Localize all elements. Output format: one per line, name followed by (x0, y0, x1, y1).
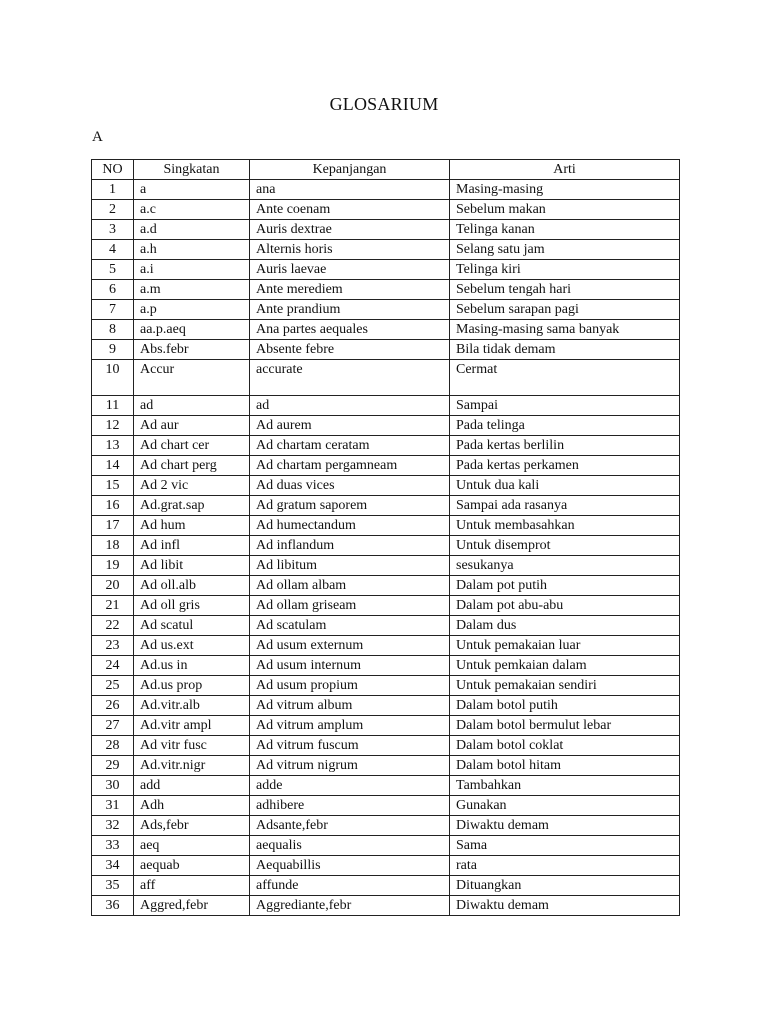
meaning-cell: Masing-masing sama banyak (450, 320, 680, 340)
meaning-cell: Dalam botol bermulut lebar (450, 716, 680, 736)
row-number: 9 (92, 340, 134, 360)
meaning-cell: Untuk dua kali (450, 476, 680, 496)
row-number: 33 (92, 836, 134, 856)
meaning-cell: Untuk pemakaian luar (450, 636, 680, 656)
abbreviation-cell: Ad libit (134, 556, 250, 576)
abbreviation-cell: Ad chart perg (134, 456, 250, 476)
abbreviation-cell: a.p (134, 300, 250, 320)
meaning-cell: Tambahkan (450, 776, 680, 796)
abbreviation-cell: Ad.us in (134, 656, 250, 676)
abbreviation-cell: Ad chart cer (134, 436, 250, 456)
meaning-cell: Untuk pemkaian dalam (450, 656, 680, 676)
expansion-cell: Ad vitrum album (250, 696, 450, 716)
table-row (92, 556, 680, 576)
row-number: 26 (92, 696, 134, 716)
expansion-cell: Ad vitrum nigrum (250, 756, 450, 776)
row-number: 6 (92, 280, 134, 300)
abbreviation-cell: Ad infl (134, 536, 250, 556)
expansion-cell: Auris dextrae (250, 220, 450, 240)
expansion-cell: Ad usum internum (250, 656, 450, 676)
header-no: NO (92, 160, 134, 180)
table-row (92, 876, 680, 896)
row-number: 21 (92, 596, 134, 616)
table-row (92, 260, 680, 280)
row-number: 27 (92, 716, 134, 736)
meaning-cell: Pada kertas berlilin (450, 436, 680, 456)
expansion-cell: Ad aurem (250, 416, 450, 436)
expansion-cell: Ad ollam griseam (250, 596, 450, 616)
abbreviation-cell: aff (134, 876, 250, 896)
meaning-cell: sesukanya (450, 556, 680, 576)
table-row (92, 596, 680, 616)
abbreviation-cell: a.d (134, 220, 250, 240)
table-row (92, 360, 680, 396)
table-row (92, 396, 680, 416)
abbreviation-cell: Ad oll.alb (134, 576, 250, 596)
header-kepanjangan: Kepanjangan (250, 160, 450, 180)
table-row (92, 456, 680, 476)
expansion-cell: affunde (250, 876, 450, 896)
table-row (92, 816, 680, 836)
row-number: 3 (92, 220, 134, 240)
row-number: 7 (92, 300, 134, 320)
row-number: 22 (92, 616, 134, 636)
abbreviation-cell: aa.p.aeq (134, 320, 250, 340)
page-title: GLOSARIUM (329, 94, 439, 114)
meaning-cell: Pada kertas perkamen (450, 456, 680, 476)
abbreviation-cell: Ad.us prop (134, 676, 250, 696)
table-row (92, 656, 680, 676)
meaning-cell: rata (450, 856, 680, 876)
expansion-cell: Ante merediem (250, 280, 450, 300)
glossary-body (92, 180, 680, 916)
meaning-cell: Diwaktu demam (450, 816, 680, 836)
row-number: 1 (92, 180, 134, 200)
meaning-cell: Untuk membasahkan (450, 516, 680, 536)
meaning-cell: Sebelum tengah hari (450, 280, 680, 300)
expansion-cell: adhibere (250, 796, 450, 816)
meaning-cell: Cermat (450, 360, 680, 396)
abbreviation-cell: a (134, 180, 250, 200)
abbreviation-cell: a.c (134, 200, 250, 220)
row-number: 36 (92, 896, 134, 916)
meaning-cell: Dalam botol coklat (450, 736, 680, 756)
row-number: 30 (92, 776, 134, 796)
row-number: 34 (92, 856, 134, 876)
abbreviation-cell: Ad us.ext (134, 636, 250, 656)
row-number: 10 (92, 360, 134, 396)
expansion-cell: Ad usum externum (250, 636, 450, 656)
abbreviation-cell: Accur (134, 360, 250, 396)
row-number: 8 (92, 320, 134, 340)
table-row (92, 496, 680, 516)
abbreviation-cell: Adh (134, 796, 250, 816)
table-row (92, 576, 680, 596)
row-number: 2 (92, 200, 134, 220)
abbreviation-cell: Ad oll gris (134, 596, 250, 616)
abbreviation-cell: a.i (134, 260, 250, 280)
meaning-cell: Selang satu jam (450, 240, 680, 260)
expansion-cell: Adsante,febr (250, 816, 450, 836)
expansion-cell: Ad chartam ceratam (250, 436, 450, 456)
abbreviation-cell: aequab (134, 856, 250, 876)
table-row (92, 240, 680, 260)
meaning-cell: Sampai ada rasanya (450, 496, 680, 516)
meaning-cell: Dalam dus (450, 616, 680, 636)
meaning-cell: Dituangkan (450, 876, 680, 896)
abbreviation-cell: Ads,febr (134, 816, 250, 836)
row-number: 13 (92, 436, 134, 456)
expansion-cell: accurate (250, 360, 450, 396)
table-row (92, 416, 680, 436)
abbreviation-cell: Aggred,febr (134, 896, 250, 916)
expansion-cell: Ante coenam (250, 200, 450, 220)
meaning-cell: Untuk pemakaian sendiri (450, 676, 680, 696)
abbreviation-cell: Ad 2 vic (134, 476, 250, 496)
expansion-cell: Alternis horis (250, 240, 450, 260)
meaning-cell: Bila tidak demam (450, 340, 680, 360)
row-number: 19 (92, 556, 134, 576)
abbreviation-cell: Ad.vitr.alb (134, 696, 250, 716)
row-number: 15 (92, 476, 134, 496)
row-number: 28 (92, 736, 134, 756)
table-row (92, 180, 680, 200)
expansion-cell: Auris laevae (250, 260, 450, 280)
meaning-cell: Diwaktu demam (450, 896, 680, 916)
expansion-cell: Ad gratum saporem (250, 496, 450, 516)
table-row (92, 776, 680, 796)
row-number: 4 (92, 240, 134, 260)
abbreviation-cell: add (134, 776, 250, 796)
abbreviation-cell: a.h (134, 240, 250, 260)
expansion-cell: Ad chartam pergamneam (250, 456, 450, 476)
table-row (92, 756, 680, 776)
meaning-cell: Masing-masing (450, 180, 680, 200)
expansion-cell: ad (250, 396, 450, 416)
meaning-cell: Telinga kiri (450, 260, 680, 280)
expansion-cell: Absente febre (250, 340, 450, 360)
table-row (92, 896, 680, 916)
table-row (92, 300, 680, 320)
abbreviation-cell: Ad.vitr.nigr (134, 756, 250, 776)
meaning-cell: Gunakan (450, 796, 680, 816)
table-row (92, 636, 680, 656)
expansion-cell: Ad scatulam (250, 616, 450, 636)
table-row (92, 736, 680, 756)
abbreviation-cell: Abs.febr (134, 340, 250, 360)
expansion-cell: Ad usum propium (250, 676, 450, 696)
expansion-cell: Ad humectandum (250, 516, 450, 536)
expansion-cell: aequalis (250, 836, 450, 856)
row-number: 25 (92, 676, 134, 696)
expansion-cell: ana (250, 180, 450, 200)
table-row (92, 516, 680, 536)
meaning-cell: Sampai (450, 396, 680, 416)
meaning-cell: Dalam botol putih (450, 696, 680, 716)
row-number: 23 (92, 636, 134, 656)
expansion-cell: Ana partes aequales (250, 320, 450, 340)
table-row (92, 856, 680, 876)
table-row (92, 716, 680, 736)
row-number: 24 (92, 656, 134, 676)
expansion-cell: Ad vitrum amplum (250, 716, 450, 736)
table-row (92, 476, 680, 496)
table-row (92, 320, 680, 340)
abbreviation-cell: ad (134, 396, 250, 416)
row-number: 11 (92, 396, 134, 416)
abbreviation-cell: aeq (134, 836, 250, 856)
expansion-cell: Ante prandium (250, 300, 450, 320)
row-number: 18 (92, 536, 134, 556)
meaning-cell: Dalam pot abu-abu (450, 596, 680, 616)
header-arti: Arti (450, 160, 680, 180)
table-row (92, 220, 680, 240)
abbreviation-cell: Ad hum (134, 516, 250, 536)
expansion-cell: Ad ollam albam (250, 576, 450, 596)
meaning-cell: Untuk disemprot (450, 536, 680, 556)
table-row (92, 696, 680, 716)
row-number: 20 (92, 576, 134, 596)
abbreviation-cell: a.m (134, 280, 250, 300)
abbreviation-cell: Ad scatul (134, 616, 250, 636)
expansion-cell: Ad vitrum fuscum (250, 736, 450, 756)
abbreviation-cell: Ad.vitr ampl (134, 716, 250, 736)
meaning-cell: Sebelum sarapan pagi (450, 300, 680, 320)
glossary-table (91, 159, 680, 916)
row-number: 5 (92, 260, 134, 280)
row-number: 32 (92, 816, 134, 836)
header-row (92, 160, 680, 180)
expansion-cell: adde (250, 776, 450, 796)
abbreviation-cell: Ad.grat.sap (134, 496, 250, 516)
meaning-cell: Dalam pot putih (450, 576, 680, 596)
row-number: 12 (92, 416, 134, 436)
table-row (92, 340, 680, 360)
table-row (92, 676, 680, 696)
meaning-cell: Pada telinga (450, 416, 680, 436)
row-number: 14 (92, 456, 134, 476)
section-letter: A (92, 129, 103, 145)
table-row (92, 536, 680, 556)
table-row (92, 436, 680, 456)
table-row (92, 796, 680, 816)
row-number: 35 (92, 876, 134, 896)
table-row (92, 200, 680, 220)
abbreviation-cell: Ad vitr fusc (134, 736, 250, 756)
expansion-cell: Aequabillis (250, 856, 450, 876)
meaning-cell: Sebelum makan (450, 200, 680, 220)
expansion-cell: Aggrediante,febr (250, 896, 450, 916)
row-number: 29 (92, 756, 134, 776)
abbreviation-cell: Ad aur (134, 416, 250, 436)
table-row (92, 280, 680, 300)
table-row (92, 616, 680, 636)
row-number: 31 (92, 796, 134, 816)
table-row (92, 836, 680, 856)
expansion-cell: Ad duas vices (250, 476, 450, 496)
expansion-cell: Ad inflandum (250, 536, 450, 556)
header-singkatan: Singkatan (134, 160, 250, 180)
meaning-cell: Sama (450, 836, 680, 856)
meaning-cell: Telinga kanan (450, 220, 680, 240)
meaning-cell: Dalam botol hitam (450, 756, 680, 776)
row-number: 17 (92, 516, 134, 536)
expansion-cell: Ad libitum (250, 556, 450, 576)
row-number: 16 (92, 496, 134, 516)
